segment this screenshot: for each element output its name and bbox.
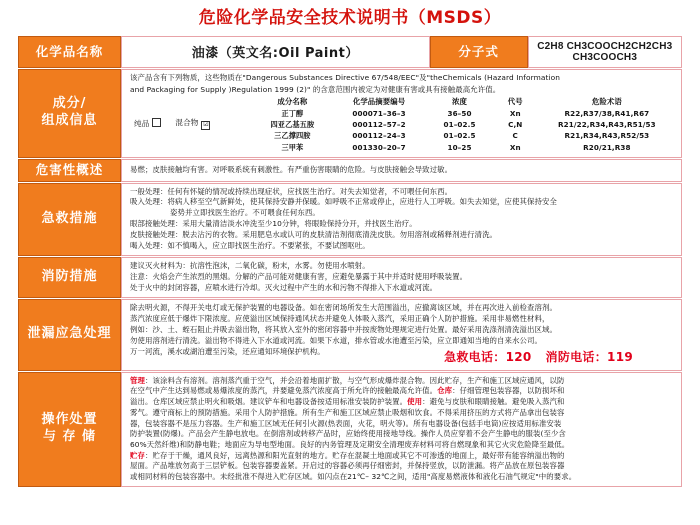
handling-line: 防护装置(防爆)。产品会产生静电放电。在倒溶剂或转移产品时，应始终使用接地导线。操作人员应穿着不会产生静电的服装(至少含 <box>130 429 566 439</box>
ingredient-risk-phrases: R21/22,R34,R43,R51/53 <box>558 120 656 130</box>
row-label-chemical-name: 化学品名称 <box>18 36 121 68</box>
first-aid-line: 眼部接触处理：采用大量清洁淡水冲洗至少10分钟，将眼睑保持分开，并找医生治疗。 <box>130 219 417 229</box>
handling-line: 或相同材料的包装容器中。未经批准不得进入贮存区域。如闪点在21℃– 32℃之间，适用"高度易燃液体和液化石油气规定"中的要求。 <box>130 472 577 482</box>
ingredient-cas: 000112–24–3 <box>352 131 406 141</box>
ingredient-name: 三乙撑四胺 <box>274 131 311 141</box>
fire-fighting-content <box>121 257 682 298</box>
ingredient-cas: 000112–57–2 <box>352 120 406 130</box>
table-row <box>254 109 675 120</box>
chemical-name-value: 油漆（英文名:Oil Paint） <box>121 36 430 68</box>
composition-detail <box>130 97 675 154</box>
handling-line: 雾气。遵守商标上的预防措施。采用个人防护措施。所有生产和施工区域应禁止吸烟和饮食。不得采用挤压的方式将产品拿出包装容 <box>130 407 565 417</box>
handling-line: 管理：该涂料含有溶剂。溶剂蒸汽重于空气，并会沿着地面扩散，与空气形成爆炸混合物。因此贮存，生产和施工区域应通风，以防 <box>130 375 565 385</box>
keyword-storage: 贮存 <box>130 450 145 460</box>
ingredient-cas: 000071–36–3 <box>352 108 406 118</box>
ingredient-name: 三甲苯 <box>281 142 304 152</box>
row-label-handling-storage <box>18 372 121 487</box>
ingredient-name: 四亚乙基五胺 <box>270 120 315 130</box>
purity-selector <box>130 97 254 129</box>
first-aid-line: 喝入处理：如不慎喝入，应立即找医生治疗。不要紧张，不要试图呕吐。 <box>130 241 370 251</box>
table-row <box>254 120 675 131</box>
ingredient-table <box>254 97 675 154</box>
ingredient-col-name: 成分名称 <box>277 96 308 106</box>
spill-response-line: 万一河流，溪水或湖泊遭至污染，还应通知环境保护机构。 <box>130 346 325 356</box>
ingredient-code: C,N <box>508 120 523 130</box>
fire-fighting-line: 处于火中的封闭容器，应喷水进行冷却。灭火过程中产生的水和污物不得排入下水道或河流。 <box>130 283 438 293</box>
table-row <box>254 131 675 142</box>
ingredient-concentration: 01–02.5 <box>443 120 476 130</box>
molecular-formula-value: C2H8 CH3COOCH2CH2CH3 CH3COOCH3 <box>528 36 682 68</box>
spill-response-line: 勿使用溶剂进行清洗。溢出物不得进入下水道或河流。如果下水道，排水管或水池遭至污染，应立即通知当地的自来水公司。 <box>130 335 542 345</box>
ingredient-code: Xn <box>509 142 521 152</box>
ingredient-col-cas: 化学品摘要编号 <box>352 96 406 106</box>
keyword-use: 使用 <box>407 397 423 407</box>
first-aid-line: 吸入处理：将病人移至空气新鲜处，使其保持安静并保暖。如呼吸不正常或停止，应进行人工呼吸。如失去知觉，应使其保持安全 <box>130 197 557 207</box>
handling-line: 溢出。仓库区域应禁止明火和吸烟。建议铲车和电器设备按适用标准安装防护装置。使用：避免与皮肤和眼睛接触。避免吸入蒸汽和 <box>130 397 565 407</box>
composition-intro-line1: 该产品含有下列物质，这些物质在"Dangerous Substances Directive 67/548/EEC"及"theChemicals (Hazard Information <box>130 72 561 82</box>
spill-response-line: 除去明火源，不得开关电灯或无保护装置的电器设备。如在密闭场所发生大范围溢出，应撤离该区域，并在再次进入前检查溶剂。 <box>130 303 557 313</box>
table-row-hazard-overview <box>18 159 682 182</box>
row-label-molecular-formula: 分子式 <box>430 36 528 68</box>
spill-response-content <box>121 299 682 371</box>
emergency-phone: 急救电话：120 <box>444 349 532 364</box>
ingredient-concentration: 10–25 <box>447 142 472 152</box>
ingredient-concentration: 36–50 <box>447 108 472 118</box>
keyword-warehouse: 仓库 <box>437 386 453 396</box>
handling-storage-content <box>121 372 682 487</box>
handling-label-line1: 操作处置 <box>41 412 98 428</box>
row-label-first-aid: 急救措施 <box>18 183 121 257</box>
row-label-hazard-overview: 危害性概述 <box>18 159 121 182</box>
handling-line: 在空气中产生达到易燃或易爆浓度的蒸汽，并要避免蒸汽浓度高于所允许的接触最高允许值。仓库：仔细管理包装容器，以防损坏和 <box>130 386 565 396</box>
composition-label-line1: 成分/ <box>52 96 87 112</box>
fire-phone: 消防电话：119 <box>545 349 633 364</box>
spill-response-line: 蒸汽浓度应低于爆炸下限浓度。应使溢出区域保持通风状态并避免人体吸入蒸汽，采用正确个人防护措施。采用非易燃性材料， <box>130 314 550 324</box>
fire-fighting-line: 注意：火焰会产生浓烈的黑烟。分解的产品可能对健康有害，应避免暴露于其中并适时使用呼吸装置。 <box>130 272 468 282</box>
table-row-handling-storage <box>18 372 682 487</box>
ingredient-risk-phrases: R21,R34,R43,R52/53 <box>564 131 650 141</box>
handling-line: 60%天然纤维)和防静电鞋；地面应为导电型地面。良好的内务管理及定期安全清理废弃材料可将自燃现象和其它火灾危险降至最低。 <box>130 440 570 449</box>
spill-response-line: 例如：沙、土、蛭石阻止并吸去溢出物，将其放入室外的密闭容器中并按废物处理规定进行处置。最好采用洗涤剂清洗溢出区域。 <box>130 324 557 334</box>
mixture-checkbox[interactable]: ☑ <box>203 120 209 128</box>
ingredient-cas: 001330–20–7 <box>352 142 406 152</box>
keyword-management: 管理 <box>130 375 145 385</box>
first-aid-line: 一般处理：任何有怀疑的情况或持续出现症状，应找医生治疗。对失去知觉者，不可喂任何东西。 <box>130 186 453 196</box>
first-aid-line: 姿势并立即找医生治疗。不可喂食任何东西。 <box>170 208 320 218</box>
handling-label-line2: 与 存 储 <box>42 429 97 445</box>
purity-option-mixture[interactable]: 混合物 ☑ <box>175 117 209 128</box>
ingredient-name: 正丁醇 <box>281 108 304 118</box>
msds-table <box>18 35 682 488</box>
purity-option-pure[interactable]: 纯品 <box>134 117 161 129</box>
table-row-chemical-name <box>18 36 682 68</box>
pure-checkbox[interactable] <box>152 118 161 127</box>
composition-content <box>121 69 682 158</box>
composition-label-line2: 组成信息 <box>41 113 98 129</box>
table-row-composition <box>18 69 682 158</box>
ingredient-risk-phrases: R20/21,R38 <box>583 142 631 152</box>
first-aid-content <box>121 183 682 257</box>
ingredient-code: C <box>512 131 518 141</box>
ingredient-col-risk-phrases: 危险术语 <box>591 96 622 106</box>
handling-line: 屋面。产品堆放勿高于三层铲板。包装容器要盖紧。开启过的容器必须再仔细密封，并保持竖放，以防泄漏。将产品放在原包装容器 <box>130 461 565 471</box>
table-row-fire-fighting <box>18 257 682 298</box>
fire-fighting-line: 建议灭火材料为：抗溶性泡沫，二氧化碳，粉末，水雾。勿使用水喷射。 <box>130 261 370 271</box>
ingredient-col-concentration: 浓度 <box>452 96 468 106</box>
table-row <box>254 142 675 153</box>
ingredient-header-row <box>254 97 675 109</box>
hazard-overview-text: 易燃；皮肤接触均有害。对呼吸系统有刺激性。有严重伤害眼睛的危险。与皮肤接触会导致过敏。 <box>121 159 682 182</box>
row-label-spill-response: 泄漏应急处理 <box>18 299 121 371</box>
composition-intro-line2: and Packaging for Supply )Regulation 1999 (2)" 的含意范围内被定为对健康有害或具有接触最高允许值。 <box>130 84 501 94</box>
row-label-fire-fighting: 消防措施 <box>18 257 121 298</box>
table-row-first-aid <box>18 183 682 257</box>
page-title: 危险化学品安全技术说明书（MSDS） <box>198 8 502 28</box>
ingredient-code: Xn <box>509 108 521 118</box>
ingredient-col-code: 代号 <box>507 96 523 106</box>
row-label-composition <box>18 69 121 158</box>
ingredient-concentration: 01–02.5 <box>443 131 476 141</box>
table-row-spill-response <box>18 299 682 371</box>
handling-line: 贮存：贮存于干燥，通风良好，远离热源和阳光直射的地方。贮存在混凝土地面或其它不可渗透的地面上，最好带有能容纳溢出物的 <box>130 450 565 460</box>
first-aid-line: 皮肤接触处理：脱去沾污的衣物。采用肥皂水或认可的皮肤清洁剂彻底清洗皮肤。勿用溶剂或稀释剂进行清洗。 <box>130 230 498 240</box>
ingredient-risk-phrases: R22,R37/38,R41,R67 <box>564 108 650 118</box>
handling-line: 器，包装容器不是压力容器。生产和施工区域无任何引火源(热表面，火花，明火等)。所有电器设备(包括手电筒)应按适用标准安装 <box>130 418 562 428</box>
